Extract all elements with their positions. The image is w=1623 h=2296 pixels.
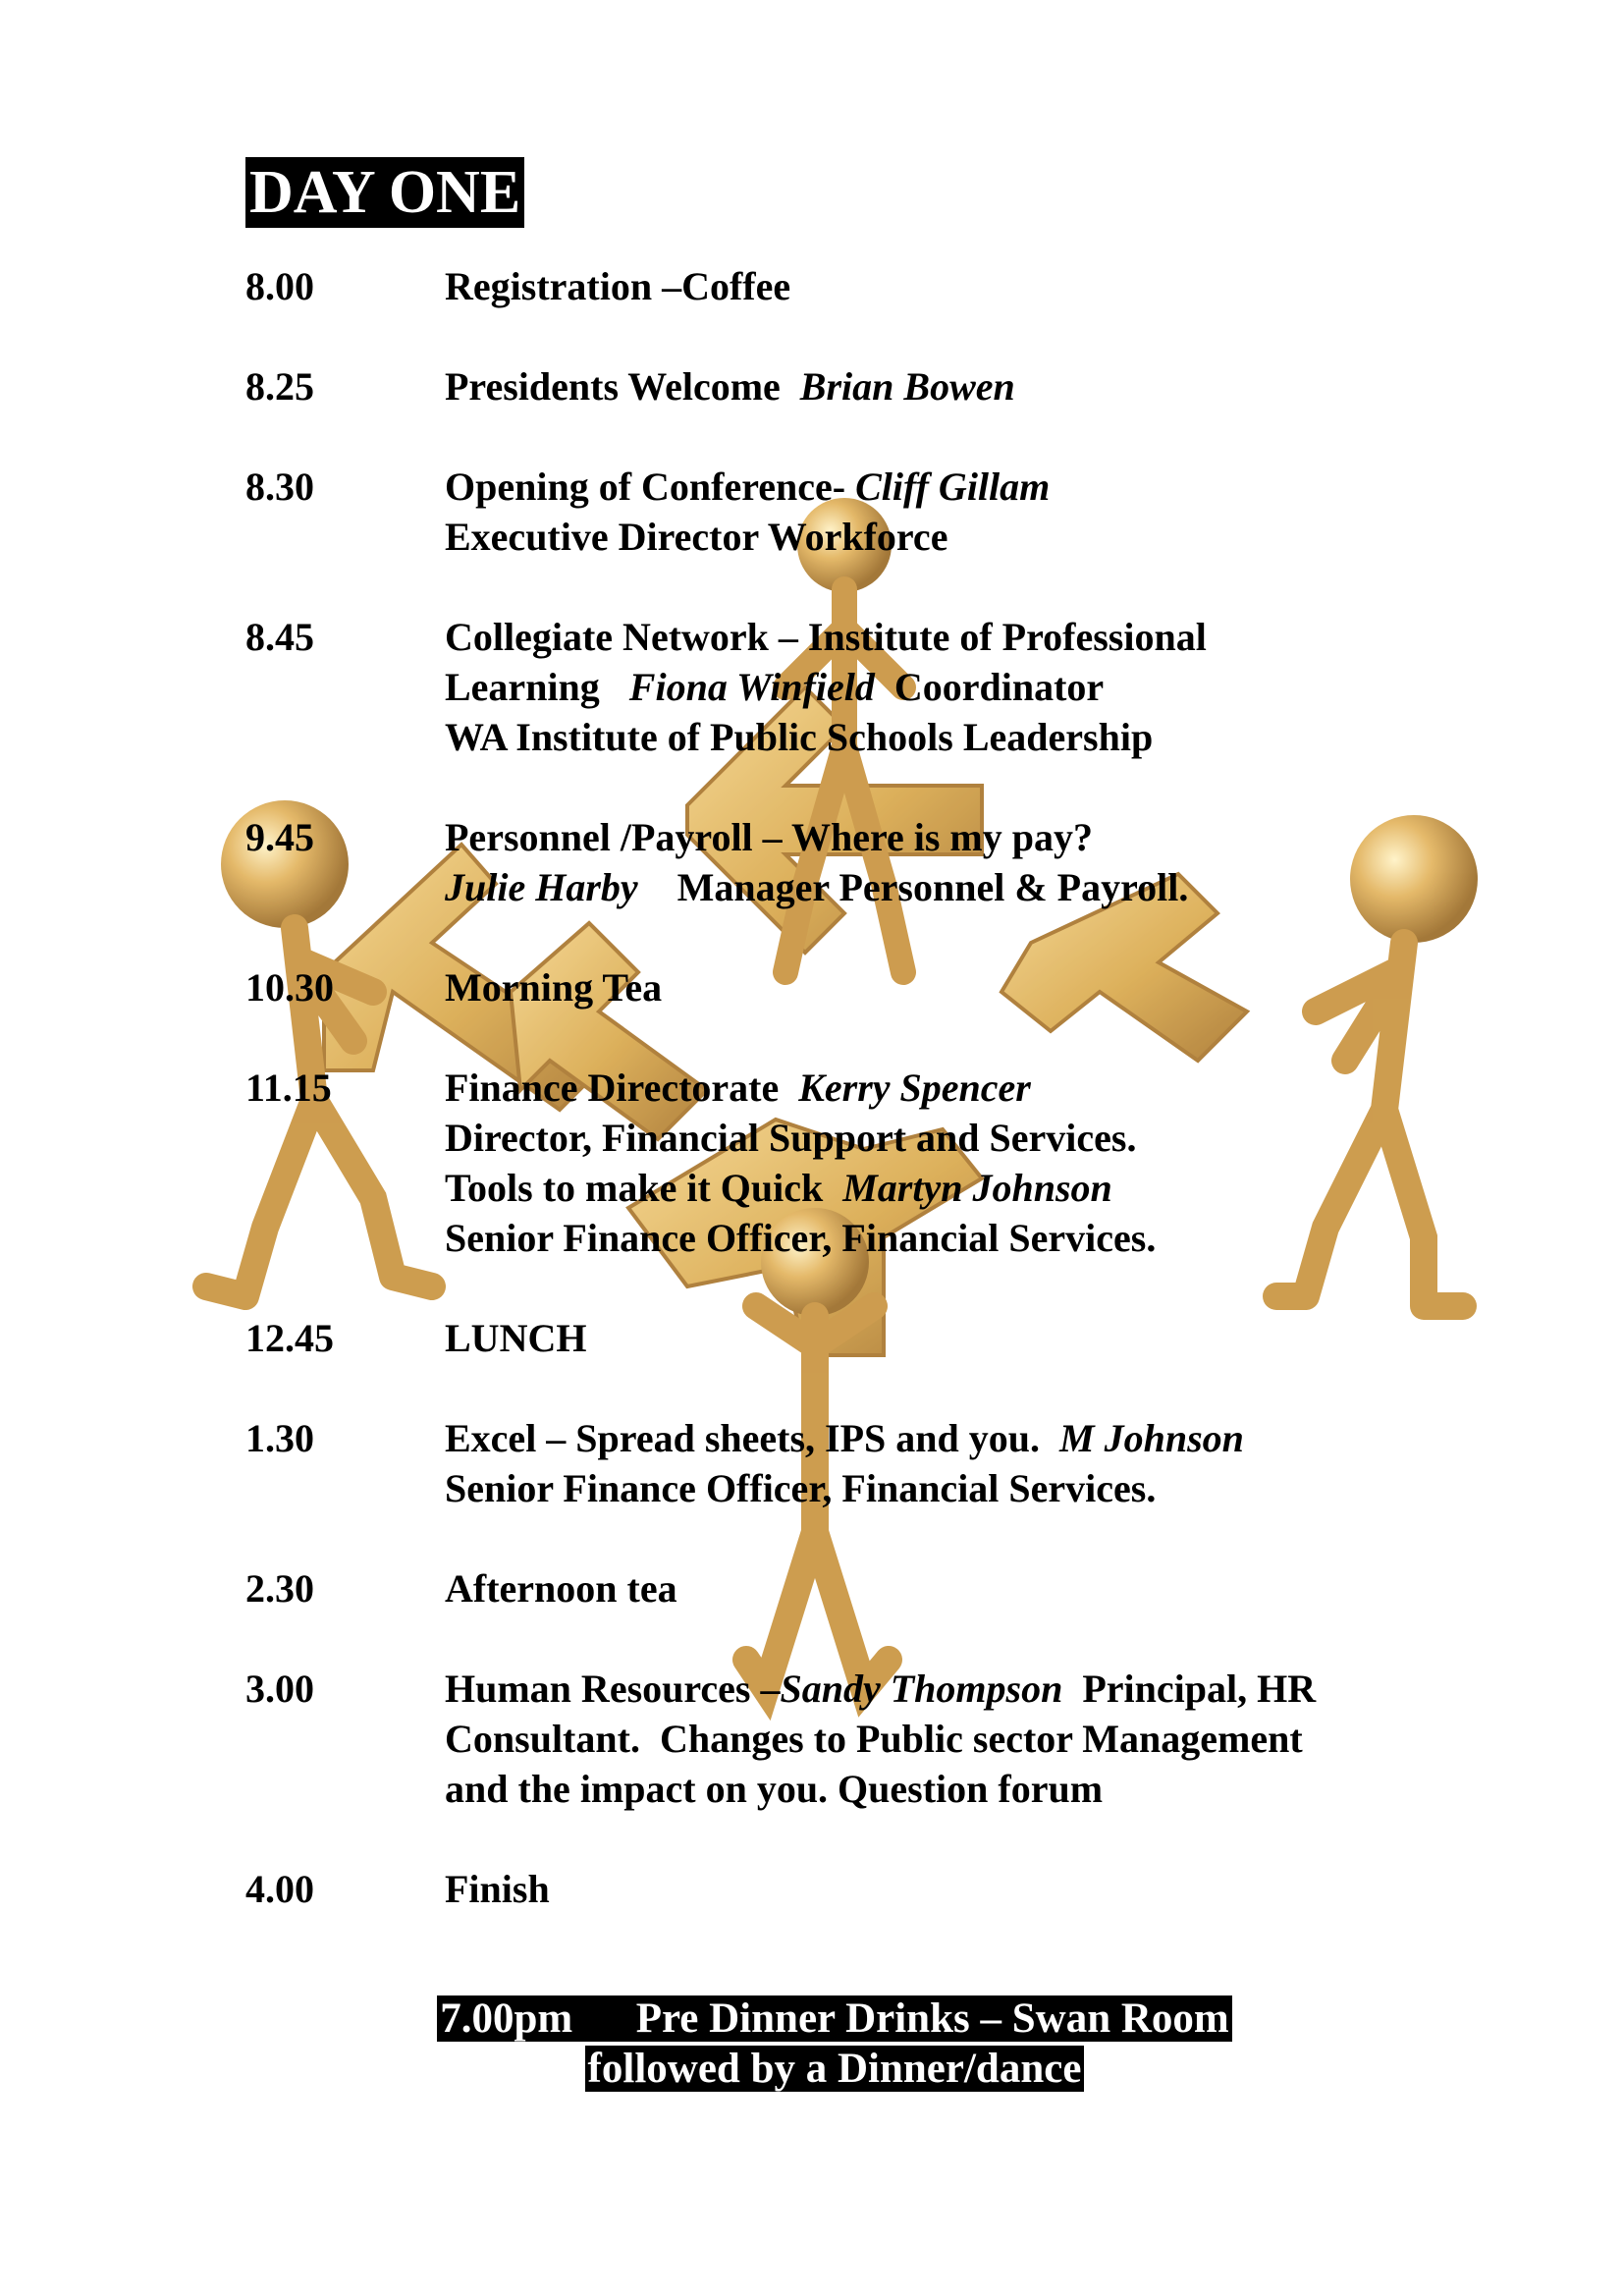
entry-details (445, 1664, 1522, 1814)
entry-line (445, 1163, 1522, 1213)
schedule-entry (245, 1664, 1522, 1814)
entry-text: Morning Tea (445, 965, 663, 1010)
schedule-entry (245, 1563, 1522, 1613)
entry-line (445, 1313, 1522, 1363)
entry-time: 8.30 (245, 465, 314, 509)
schedule-entry (245, 1313, 1522, 1363)
speaker-name: Fiona Winfield (628, 665, 875, 709)
entry-line (445, 1063, 1522, 1113)
entry-details (445, 462, 1522, 562)
speaker-name: Martyn Johnson (842, 1166, 1112, 1210)
entry-line (445, 1563, 1522, 1613)
entry-line (445, 812, 1522, 862)
entry-text: Coordinator (874, 665, 1105, 709)
entry-text: Consultant. Changes to Public sector Management (445, 1717, 1303, 1761)
entry-line (445, 962, 1522, 1012)
day-heading: DAY ONE (245, 157, 524, 228)
evening-event-banner (0, 1994, 1623, 2094)
entry-text: Afternoon tea (445, 1566, 677, 1611)
entry-line (445, 712, 1522, 762)
speaker-name: Brian Bowen (799, 364, 1015, 409)
entry-text: Tools to make it Quick (445, 1166, 843, 1210)
speaker-name: Julie Harby (445, 865, 638, 909)
entry-text: Finance Directorate (445, 1066, 799, 1110)
entry-line (445, 1714, 1522, 1764)
entry-line (445, 462, 1522, 512)
entry-text: and the impact on you. Question forum (445, 1767, 1104, 1811)
entry-text: Learning (445, 665, 629, 709)
schedule-entry (245, 612, 1522, 762)
entry-text: LUNCH (445, 1316, 587, 1360)
entry-line (445, 1664, 1522, 1714)
entry-details (445, 361, 1522, 411)
entry-text: WA Institute of Public Schools Leadership (445, 715, 1154, 759)
entry-time: 3.00 (245, 1667, 314, 1711)
entry-text: Senior Finance Officer, Financial Services. (445, 1216, 1157, 1260)
entry-text: Executive Director Workforce (445, 515, 948, 559)
entry-time: 12.45 (245, 1316, 334, 1360)
speaker-name: Kerry Spencer (798, 1066, 1031, 1110)
schedule-list (245, 261, 1522, 1914)
entry-details (445, 1413, 1522, 1513)
entry-line (445, 1764, 1522, 1814)
entry-line (445, 1463, 1522, 1513)
entry-text: Excel – Spread sheets, IPS and you. (445, 1416, 1060, 1460)
entry-text: Manager Personnel & Payroll. (637, 865, 1189, 909)
entry-time: 8.25 (245, 364, 314, 409)
agenda-content (245, 157, 1522, 1964)
entry-text: Collegiate Network – Institute of Professional (445, 615, 1207, 659)
schedule-entry (245, 261, 1522, 311)
speaker-name: Sandy Thompson (780, 1667, 1063, 1711)
entry-details (445, 1063, 1522, 1263)
entry-time: 11.15 (245, 1066, 332, 1110)
entry-line (445, 512, 1522, 562)
entry-line (445, 1864, 1522, 1914)
entry-time: 10.30 (245, 965, 334, 1010)
entry-text: Principal, HR (1062, 1667, 1317, 1711)
entry-details (445, 1313, 1522, 1363)
entry-details (445, 612, 1522, 762)
entry-time: 8.45 (245, 615, 314, 659)
entry-text: Finish (445, 1867, 550, 1911)
schedule-entry (245, 1413, 1522, 1513)
entry-text: Senior Finance Officer, Financial Services. (445, 1466, 1157, 1510)
entry-text: Personnel /Payroll – Where is my pay? (445, 815, 1093, 859)
entry-text: Presidents Welcome (445, 364, 800, 409)
schedule-entry (245, 361, 1522, 411)
entry-line (445, 1113, 1522, 1163)
schedule-entry (245, 1864, 1522, 1914)
entry-details (445, 962, 1522, 1012)
entry-text: Director, Financial Support and Services. (445, 1116, 1137, 1160)
schedule-entry (245, 812, 1522, 912)
entry-line (445, 862, 1522, 912)
entry-line (445, 1213, 1522, 1263)
entry-text: Registration –Coffee (445, 264, 791, 308)
entry-time: 4.00 (245, 1867, 314, 1911)
entry-line (445, 612, 1522, 662)
entry-text: Opening of Conference- (445, 465, 856, 509)
entry-time: 8.00 (245, 264, 314, 308)
speaker-name: Cliff Gillam (855, 465, 1051, 509)
schedule-entry (245, 1063, 1522, 1263)
schedule-entry (245, 962, 1522, 1012)
entry-details (445, 1563, 1522, 1613)
entry-line (445, 662, 1522, 712)
speaker-name: M Johnson (1059, 1416, 1244, 1460)
entry-line (445, 1413, 1522, 1463)
entry-details (445, 261, 1522, 311)
entry-text: Human Resources – (445, 1667, 781, 1711)
schedule-entry (245, 462, 1522, 562)
evening-line-2: followed by a Dinner/dance (585, 2046, 1085, 2092)
entry-details (445, 812, 1522, 912)
entry-time: 9.45 (245, 815, 314, 859)
entry-time: 1.30 (245, 1416, 314, 1460)
entry-line (445, 261, 1522, 311)
entry-time: 2.30 (245, 1566, 314, 1611)
evening-line-1: 7.00pm Pre Dinner Drinks – Swan Room (437, 1995, 1232, 2042)
entry-line (445, 361, 1522, 411)
entry-details (445, 1864, 1522, 1914)
